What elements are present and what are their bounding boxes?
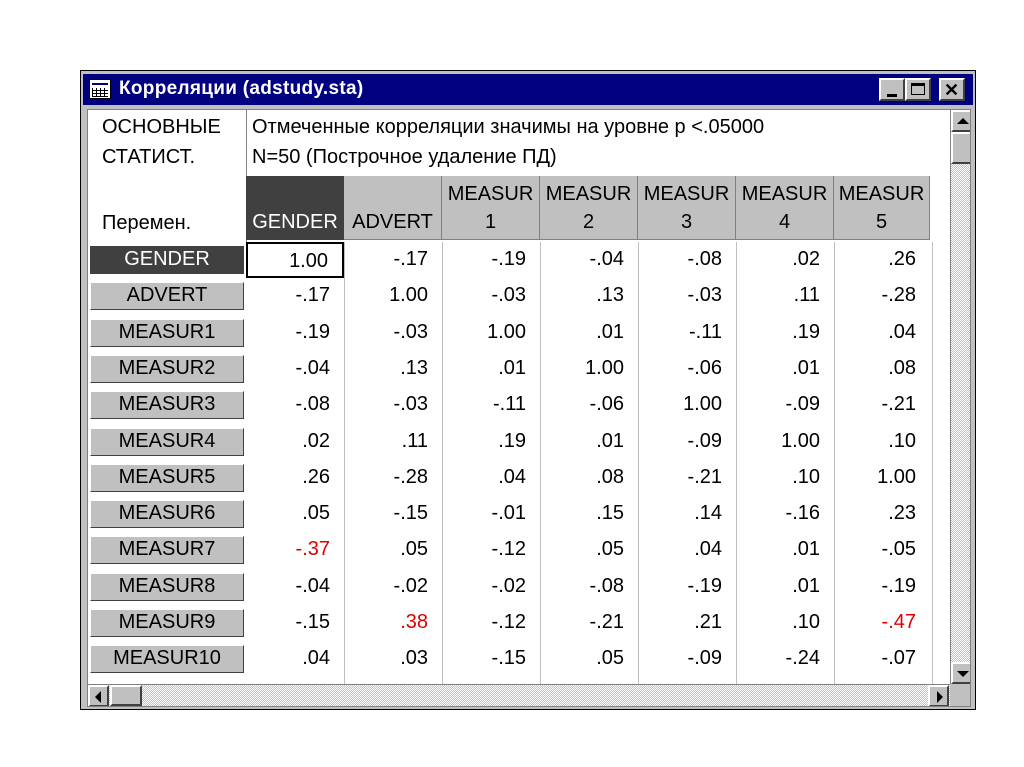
title-bar[interactable] xyxy=(83,74,973,105)
column-header-bottom: 3 xyxy=(680,211,693,233)
scroll-up-button[interactable] xyxy=(951,110,971,132)
close-button[interactable] xyxy=(939,78,965,101)
data-cell[interactable]: .04 xyxy=(888,320,916,343)
data-cell[interactable]: -.11 xyxy=(689,320,722,343)
scroll-down-button[interactable] xyxy=(951,662,971,684)
column-header-1[interactable] xyxy=(344,176,442,240)
column-header-top: MEASUR xyxy=(838,183,925,205)
data-cell[interactable]: -.08 xyxy=(295,393,330,416)
data-cell[interactable]: -.05 xyxy=(881,538,916,561)
data-cell[interactable]: -.37 xyxy=(295,538,330,561)
data-cell[interactable]: -.19 xyxy=(687,574,722,597)
data-cell[interactable]: -.16 xyxy=(785,502,820,525)
data-cell[interactable]: .38 xyxy=(400,611,428,633)
data-cell[interactable]: -.03 xyxy=(393,393,428,416)
data-cell[interactable]: .01 xyxy=(498,356,526,379)
data-cell[interactable]: .19 xyxy=(792,320,820,343)
data-cell[interactable]: -.28 xyxy=(393,465,428,488)
maximize-button[interactable] xyxy=(905,78,931,101)
row-header-measur8[interactable]: MEASUR8 xyxy=(90,573,244,601)
data-cell[interactable]: .08 xyxy=(596,465,624,488)
data-cell[interactable]: .01 xyxy=(792,574,820,597)
data-cell[interactable]: -.09 xyxy=(785,393,820,416)
data-cell[interactable]: 1.00 xyxy=(246,242,344,278)
data-cell[interactable]: .10 xyxy=(792,611,820,633)
data-cell[interactable]: 1.00 xyxy=(877,465,916,488)
data-cell[interactable]: .04 xyxy=(694,538,722,561)
data-cell[interactable]: -.15 xyxy=(295,611,330,633)
data-cell[interactable]: -.04 xyxy=(295,356,330,379)
data-cell[interactable]: .15 xyxy=(596,502,624,525)
corner-label-line1: ОСНОВНЫЕ xyxy=(102,116,221,138)
data-cell[interactable]: -.15 xyxy=(491,647,526,670)
column-header-top: MEASUR xyxy=(741,183,828,205)
data-cell[interactable]: -.04 xyxy=(589,248,624,270)
maximize-icon xyxy=(911,83,925,95)
data-cell[interactable]: .26 xyxy=(302,465,330,488)
horizontal-scroll-thumb[interactable] xyxy=(110,685,142,706)
arrow-down-icon xyxy=(957,671,969,677)
column-header-top: MEASUR xyxy=(643,183,730,205)
data-cell[interactable]: 1.00 xyxy=(781,429,820,452)
window-title: Корреляции (adstudy.sta) xyxy=(119,78,364,99)
data-cell[interactable]: -.06 xyxy=(687,356,722,379)
grid-line xyxy=(932,242,933,684)
data-cell[interactable]: -.19 xyxy=(491,248,526,270)
data-cell[interactable]: .13 xyxy=(400,356,428,379)
data-cell[interactable]: -.12 xyxy=(491,538,526,561)
arrow-left-icon xyxy=(95,691,101,703)
row-header-measur7[interactable]: MEASUR7 xyxy=(90,536,244,564)
column-header-5[interactable] xyxy=(736,176,834,240)
data-cell[interactable]: .11 xyxy=(793,284,820,307)
data-cell[interactable]: .08 xyxy=(888,356,916,379)
info-line-significance: Отмеченные корреляции значимы на уровне p <.05000 xyxy=(252,116,765,138)
row-header-measur2[interactable]: MEASUR2 xyxy=(90,355,244,383)
data-cell[interactable]: -.03 xyxy=(687,284,722,307)
data-cell[interactable]: -.08 xyxy=(687,248,722,270)
data-cell[interactable]: -.06 xyxy=(589,393,624,416)
data-cell[interactable]: .01 xyxy=(792,356,820,379)
row-header-measur1[interactable]: MEASUR1 xyxy=(90,319,244,347)
data-cell[interactable]: .21 xyxy=(694,611,722,633)
data-cell[interactable]: -.17 xyxy=(393,248,428,270)
data-cell[interactable]: .03 xyxy=(400,647,428,670)
data-cell[interactable]: .05 xyxy=(400,538,428,561)
data-cell[interactable]: .19 xyxy=(498,429,526,452)
scroll-left-button[interactable] xyxy=(88,685,109,707)
data-cell[interactable]: -.15 xyxy=(393,502,428,525)
data-cell[interactable]: -.08 xyxy=(589,574,624,597)
column-header-3[interactable] xyxy=(540,176,638,240)
rowheader-title: Перемен. xyxy=(102,212,192,234)
data-cell[interactable]: 1.00 xyxy=(487,320,526,343)
data-cell[interactable]: -.02 xyxy=(491,574,526,597)
column-header-4[interactable] xyxy=(638,176,736,240)
data-cell[interactable]: .13 xyxy=(596,284,624,307)
arrow-right-icon xyxy=(937,691,943,703)
data-cell[interactable]: .26 xyxy=(888,248,916,270)
column-header-bottom: 1 xyxy=(484,211,497,233)
data-cell[interactable]: .02 xyxy=(792,248,820,270)
scroll-right-button[interactable] xyxy=(928,685,949,707)
column-header-top: MEASUR xyxy=(447,183,534,205)
data-cell[interactable]: -.21 xyxy=(687,465,722,488)
data-cell[interactable]: .01 xyxy=(596,320,624,343)
column-header-2[interactable] xyxy=(442,176,540,240)
data-cell[interactable]: .01 xyxy=(792,538,820,561)
minimize-button[interactable] xyxy=(879,78,905,101)
data-cell[interactable]: -.12 xyxy=(491,611,526,633)
data-cell[interactable]: -.03 xyxy=(393,320,428,343)
data-cell[interactable]: -.03 xyxy=(491,284,526,307)
vertical-scroll-thumb[interactable] xyxy=(951,132,971,164)
column-header-6[interactable] xyxy=(834,176,930,240)
column-header-0[interactable] xyxy=(246,176,344,240)
column-header-bottom: 2 xyxy=(582,211,595,233)
row-header-measur6[interactable]: MEASUR6 xyxy=(90,500,244,528)
data-cell[interactable]: -.19 xyxy=(881,574,916,597)
close-icon: ✕ xyxy=(944,80,960,100)
column-header-top: MEASUR xyxy=(545,183,632,205)
data-cell[interactable]: -.09 xyxy=(687,647,722,670)
table-icon[interactable] xyxy=(89,79,111,99)
data-cell[interactable]: .05 xyxy=(302,502,330,525)
row-header-measur9[interactable]: MEASUR9 xyxy=(90,609,244,637)
data-cell[interactable]: .11 xyxy=(401,429,428,452)
data-cell[interactable]: -.19 xyxy=(295,320,330,343)
row-header-measur10[interactable]: MEASUR10 xyxy=(90,645,244,673)
row-header-measur4[interactable]: MEASUR4 xyxy=(90,428,244,456)
info-line-n: N=50 (Построчное удаление ПД) xyxy=(252,146,557,168)
data-cell[interactable]: .14 xyxy=(694,502,722,525)
data-cell[interactable]: -.09 xyxy=(687,429,722,452)
data-cell[interactable]: .04 xyxy=(302,647,330,670)
data-cell[interactable]: -.24 xyxy=(785,647,820,670)
data-cell[interactable]: -.21 xyxy=(589,611,624,633)
data-cell[interactable]: -.47 xyxy=(881,611,916,633)
data-cell[interactable]: 1.00 xyxy=(389,284,428,307)
vertical-scrollbar[interactable] xyxy=(950,110,971,706)
data-cell[interactable]: 1.00 xyxy=(585,356,624,379)
column-header-bottom: GENDER xyxy=(252,211,338,233)
data-cell[interactable]: .10 xyxy=(888,429,916,452)
data-cell[interactable]: .05 xyxy=(596,538,624,561)
data-cell[interactable]: -.11 xyxy=(493,393,526,416)
row-header-measur3[interactable]: MEASUR3 xyxy=(90,391,244,419)
correlations-window xyxy=(80,70,976,710)
data-cell[interactable]: -.04 xyxy=(295,574,330,597)
data-cell[interactable]: -.28 xyxy=(881,284,916,307)
data-cell[interactable]: .01 xyxy=(596,429,624,452)
data-cell[interactable]: -.02 xyxy=(393,574,428,597)
data-cell[interactable]: -.17 xyxy=(295,284,330,307)
horizontal-scrollbar[interactable] xyxy=(88,684,950,706)
scrollbar-corner xyxy=(950,684,971,706)
data-cell[interactable]: -.01 xyxy=(491,502,526,525)
column-header-bottom: 5 xyxy=(875,211,888,233)
data-cell[interactable]: .04 xyxy=(498,465,526,488)
row-header-advert[interactable]: ADVERT xyxy=(90,282,244,310)
column-header-bottom: 4 xyxy=(778,211,791,233)
spreadsheet[interactable] xyxy=(87,109,971,707)
data-cell[interactable]: .05 xyxy=(596,647,624,670)
row-header-gender[interactable]: GENDER xyxy=(90,246,244,274)
row-header-measur5[interactable]: MEASUR5 xyxy=(90,464,244,492)
data-cell[interactable]: -.07 xyxy=(881,647,916,670)
arrow-up-icon xyxy=(957,118,969,124)
data-cell[interactable]: .02 xyxy=(302,429,330,452)
data-cell[interactable]: .23 xyxy=(888,502,916,525)
data-cell[interactable]: 1.00 xyxy=(683,393,722,416)
data-cell[interactable]: -.21 xyxy=(881,393,916,416)
minimize-icon xyxy=(887,94,897,97)
column-header-bottom: ADVERT xyxy=(352,211,433,233)
data-cell[interactable]: .10 xyxy=(792,465,820,488)
corner-label-line2: СТАТИСТ. xyxy=(102,146,196,168)
